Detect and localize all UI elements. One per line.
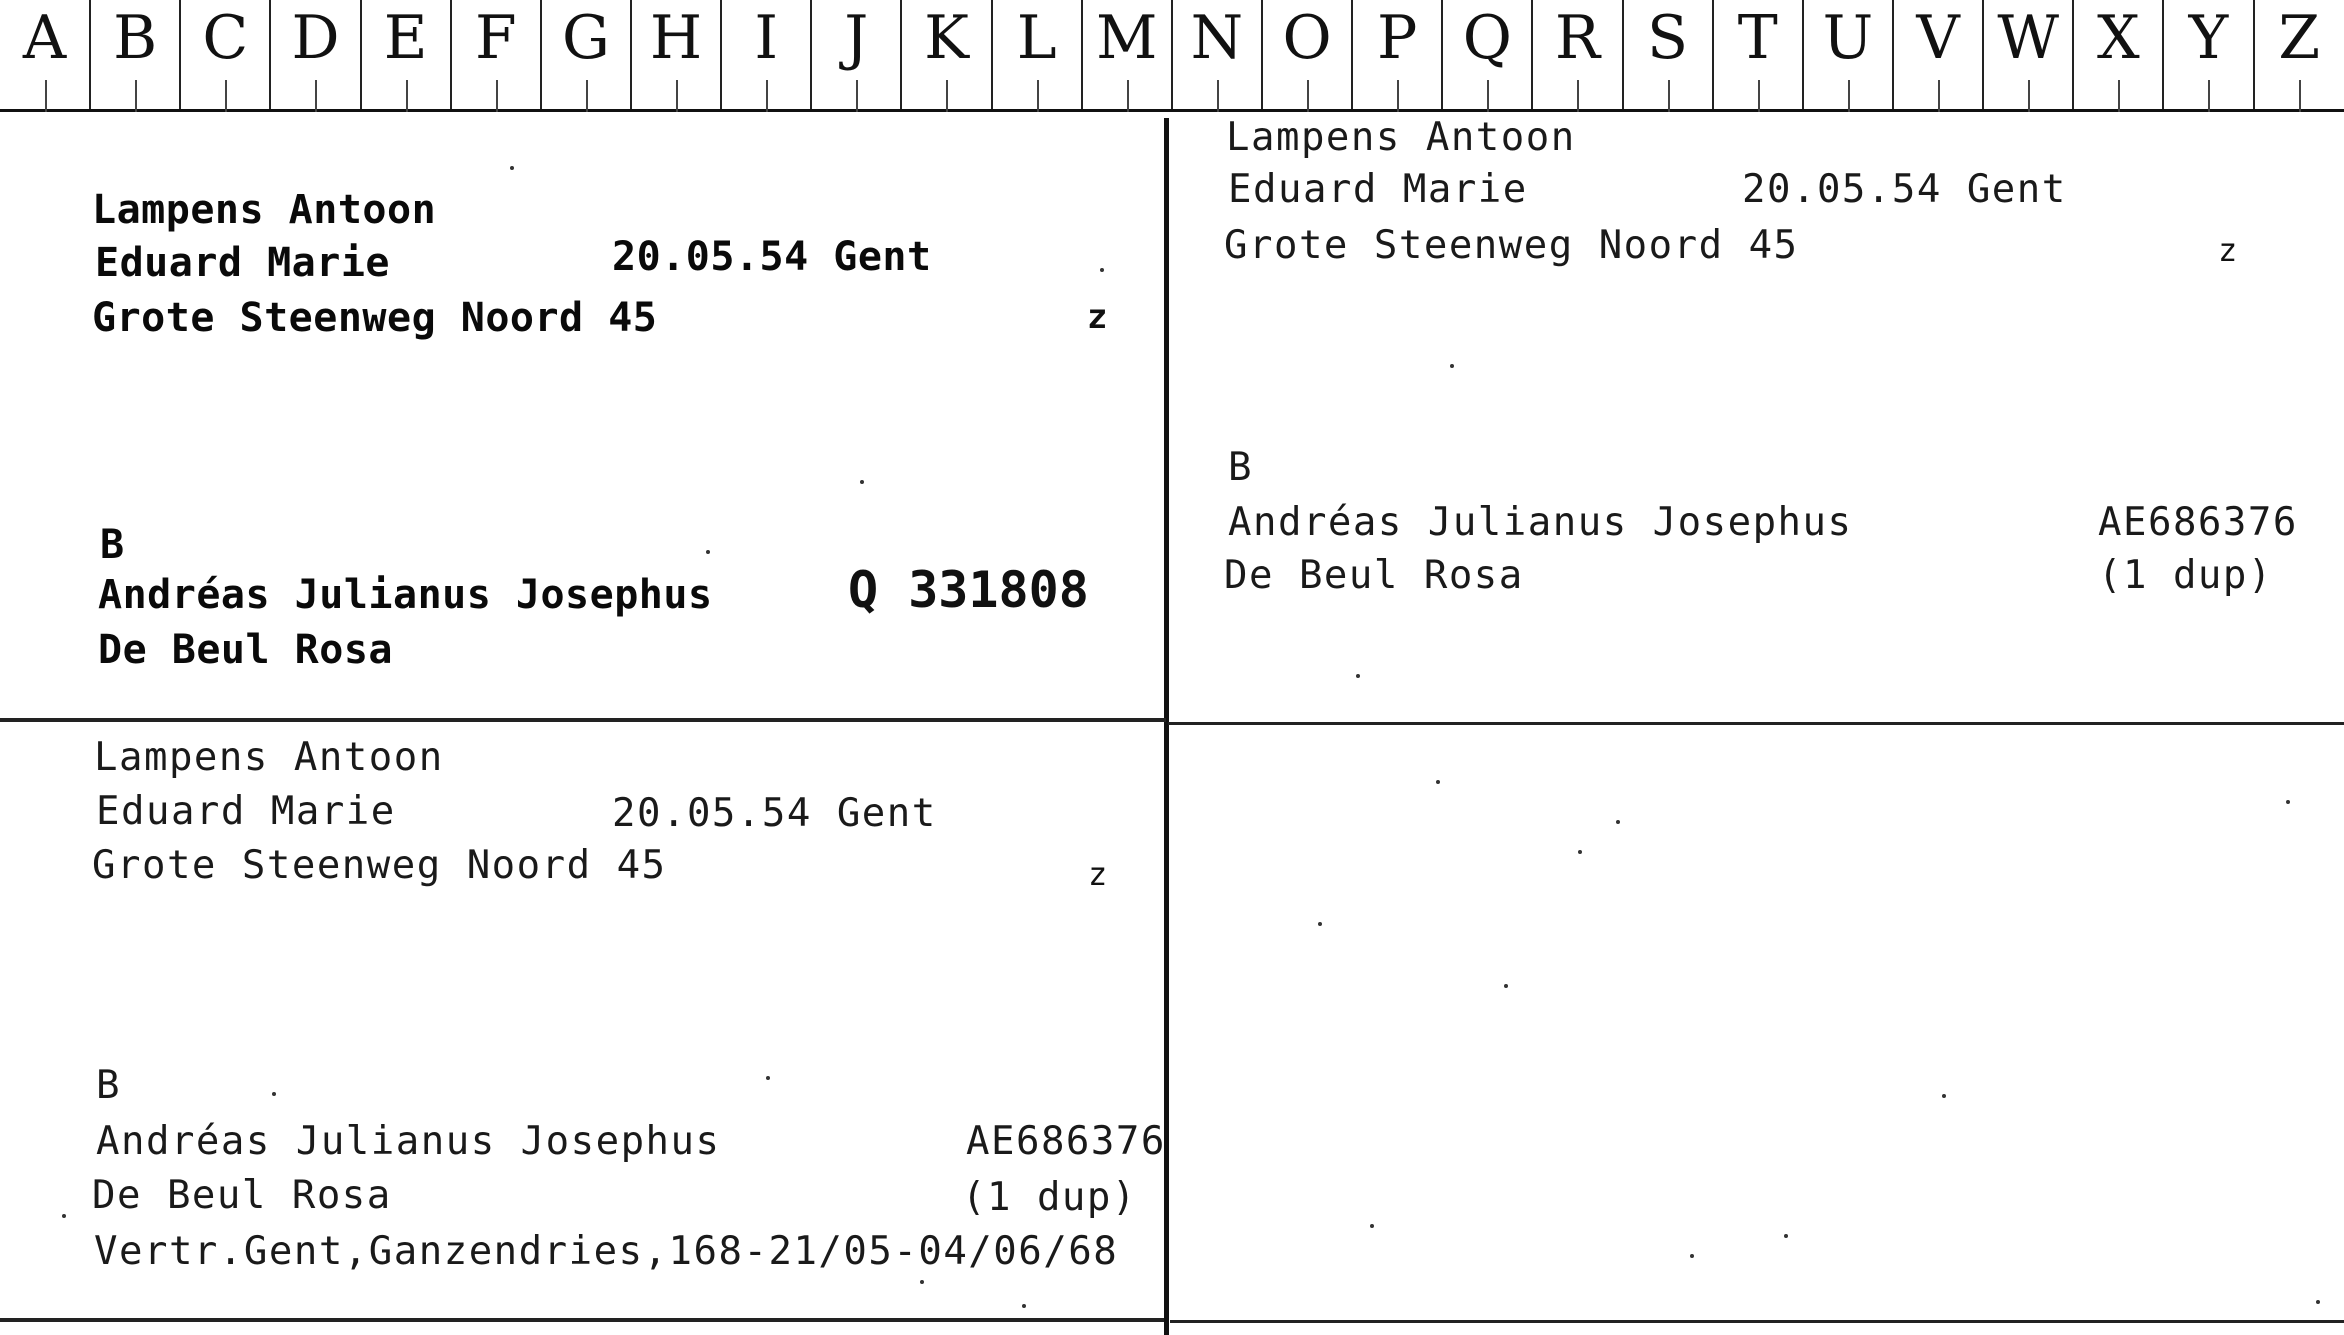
index-letter-n: N [1172,0,1262,109]
index-letter-h: H [631,0,721,109]
index-letter-j: J [811,0,901,109]
card-mother: De Beul Rosa [98,627,393,673]
bottom-border-right [1170,1320,2344,1323]
index-letter-m: M [1082,0,1172,109]
card-address: Grote Steenweg Noord 45 [1224,223,1799,268]
card-birth: 20.05.54 Gent [612,234,932,280]
index-letter-k: K [901,0,991,109]
card-section: B [1228,445,1253,490]
card-address: Grote Steenweg Noord 45 [92,843,667,888]
card-given-names: Eduard Marie [1228,167,1528,212]
card-parent: Andréas Julianus Josephus [98,572,713,618]
card-mark: z [2218,231,2238,269]
card-birth: 20.05.54 Gent [612,791,937,836]
card-parent: Andréas Julianus Josephus [1228,500,1853,545]
horizontal-divider-left [0,718,1166,722]
index-letter-p: P [1352,0,1442,109]
card-mother: De Beul Rosa [92,1173,392,1218]
card-number: AE686376 [966,1119,1166,1164]
index-letter-u: U [1803,0,1893,109]
bottom-border-left [0,1318,1164,1322]
card-note: Vertr.Gent,Ganzendries,168-21/05-04/06/68 [94,1229,1119,1274]
card-mark: z [1088,855,1108,893]
index-letter-a: A [0,0,90,109]
index-letter-x: X [2073,0,2163,109]
card-name: Lampens Antoon [94,735,444,780]
card-number: Q 331808 [848,561,1089,619]
index-letter-z: Z [2254,0,2344,109]
card-mother: De Beul Rosa [1224,553,1524,598]
index-letter-d: D [270,0,360,109]
card-mark: z [1087,297,1108,337]
index-letter-c: C [180,0,270,109]
index-letter-v: V [1893,0,1983,109]
index-letter-y: Y [2163,0,2253,109]
card-address: Grote Steenweg Noord 45 [92,295,658,341]
index-letter-q: Q [1442,0,1532,109]
index-letter-w: W [1983,0,2073,109]
card-parent: Andréas Julianus Josephus [96,1119,721,1164]
alphabet-index-strip [0,0,2344,112]
card-given-names: Eduard Marie [96,789,396,834]
card-dup: (1 dup) [962,1175,1137,1220]
index-letter-b: B [90,0,180,109]
index-letter-o: O [1262,0,1352,109]
card-number: AE686376 [2098,500,2298,545]
index-letter-f: F [451,0,541,109]
index-letter-g: G [541,0,631,109]
index-letter-r: R [1532,0,1622,109]
index-letter-s: S [1623,0,1713,109]
index-letter-e: E [361,0,451,109]
index-letter-l: L [992,0,1082,109]
card-section: B [100,522,125,568]
card-name: Lampens Antoon [1226,115,1576,160]
card-dup: (1 dup) [2098,553,2273,598]
alphabet-index-table [0,0,2344,109]
card-birth: 20.05.54 Gent [1742,167,2067,212]
index-letter-t: T [1713,0,1803,109]
horizontal-divider-right [1168,722,2344,725]
card-section: B [96,1063,121,1108]
card-name: Lampens Antoon [92,187,437,233]
card-given-names: Eduard Marie [95,240,390,286]
index-letter-i: I [721,0,811,109]
